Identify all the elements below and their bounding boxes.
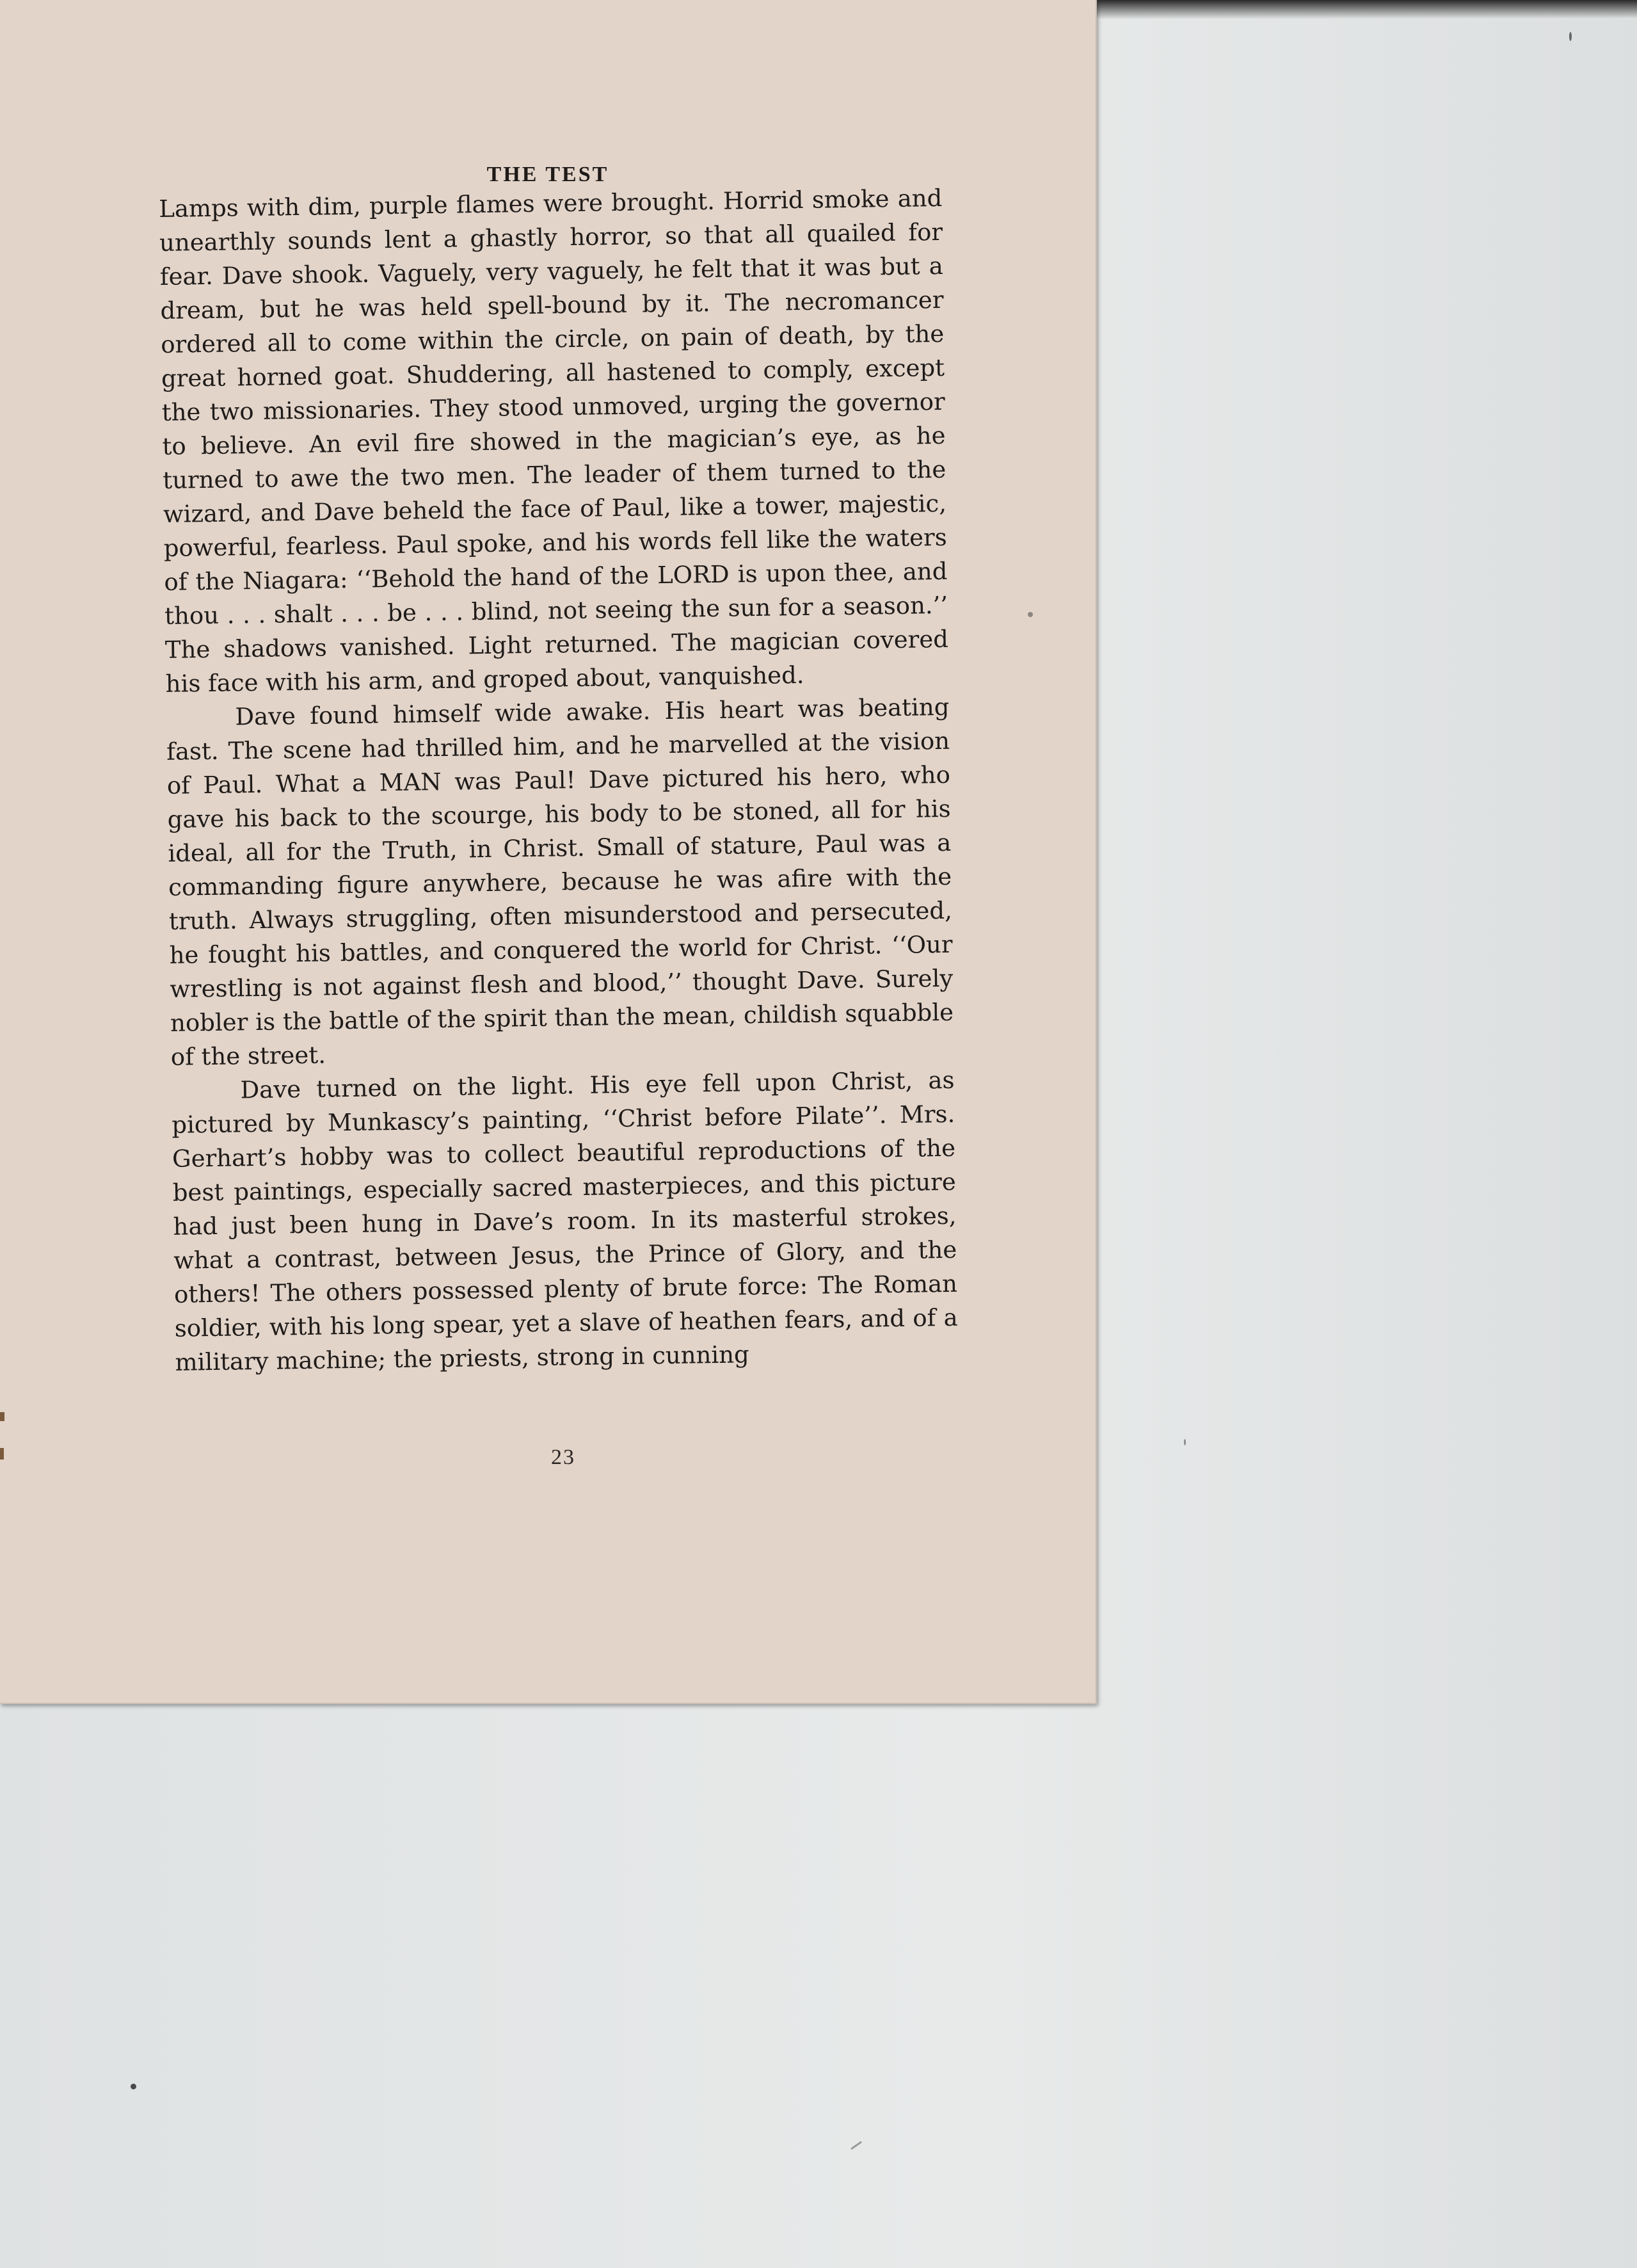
paper-speck bbox=[1028, 612, 1033, 617]
dust-speck bbox=[131, 2084, 136, 2089]
running-header: THE TEST bbox=[486, 163, 609, 186]
dust-speck bbox=[1184, 1439, 1186, 1445]
paper-edge-mark bbox=[0, 1448, 4, 1460]
paragraph-2: Dave found himself wide awake. His heart was beating fast. The scene had thrilled him, and he marvelled at the vision of Paul. What a MAN was Paul! Dave pictured his hero, who gave his back to the scourge, his body to be stoned, all for his ideal, all for the Truth, in Christ. Small of stature, Paul was a commanding figure anywhere, because he was afire with the truth. Always struggling, often misunderstood and persecuted, he fought his battles, and conquered the world for Christ. ‘‘Our wrestling is not against flesh and blood,’’ thought Dave. Surely nobler is the battle of the spirit than the mean, childish squabble of the street. bbox=[166, 693, 954, 1071]
scanner-shadow bbox=[1082, 0, 1637, 19]
paragraph-3: Dave turned on the light. His eye fell upon Christ, as pictured by Munkascy’s painting, ‘‘Christ before Pilate’’. Mrs. Gerhart’s hobby was to collect beautiful reproductions of the best paintings, especially sacred masterpieces, and this picture had just been hung in Dave’s room. In its masterful strokes, what a contrast, between Jesus, the Prince of Glory, and the others! The others possessed plenty of brute force: The Roman soldier, with his long spear, yet a slave of heathen fears, and of a military machine; the priests, strong in cunning bbox=[172, 1066, 958, 1376]
dust-speck bbox=[1569, 32, 1572, 41]
body-text bbox=[159, 181, 959, 1379]
paper-edge-mark bbox=[0, 1412, 4, 1421]
page-number: 23 bbox=[551, 1445, 575, 1469]
paragraph-1: Lamps with dim, purple flames were brought. Horrid smoke and unearthly sounds lent a ghastly horror, so that all quailed for fear. Dave shook. Vaguely, very vaguely, he felt that it was but a dream, but he was held spell-bound by it. The necromancer ordered all to come within the circle, on pain of death, by the great horned goat. Shuddering, all hastened to comply, except the two missionaries. They stood unmoved, urging the governor to believe. An evil fire showed in the magician’s eye, as he turned to awe the two men. The leader of them turned to the wizard, and Dave beheld the face of Paul, like a tower, majestic, powerful, fearless. Paul spoke, and his words fell like the waters of the Niagara: ‘‘Behold the hand of the LORD is upon thee, and thou . . . shalt . . . be . . . blind, not seeing the sun for a season.’’ The shadows vanished. Light returned. The magician covered his face with his arm, and groped about, vanquished. bbox=[159, 184, 949, 698]
